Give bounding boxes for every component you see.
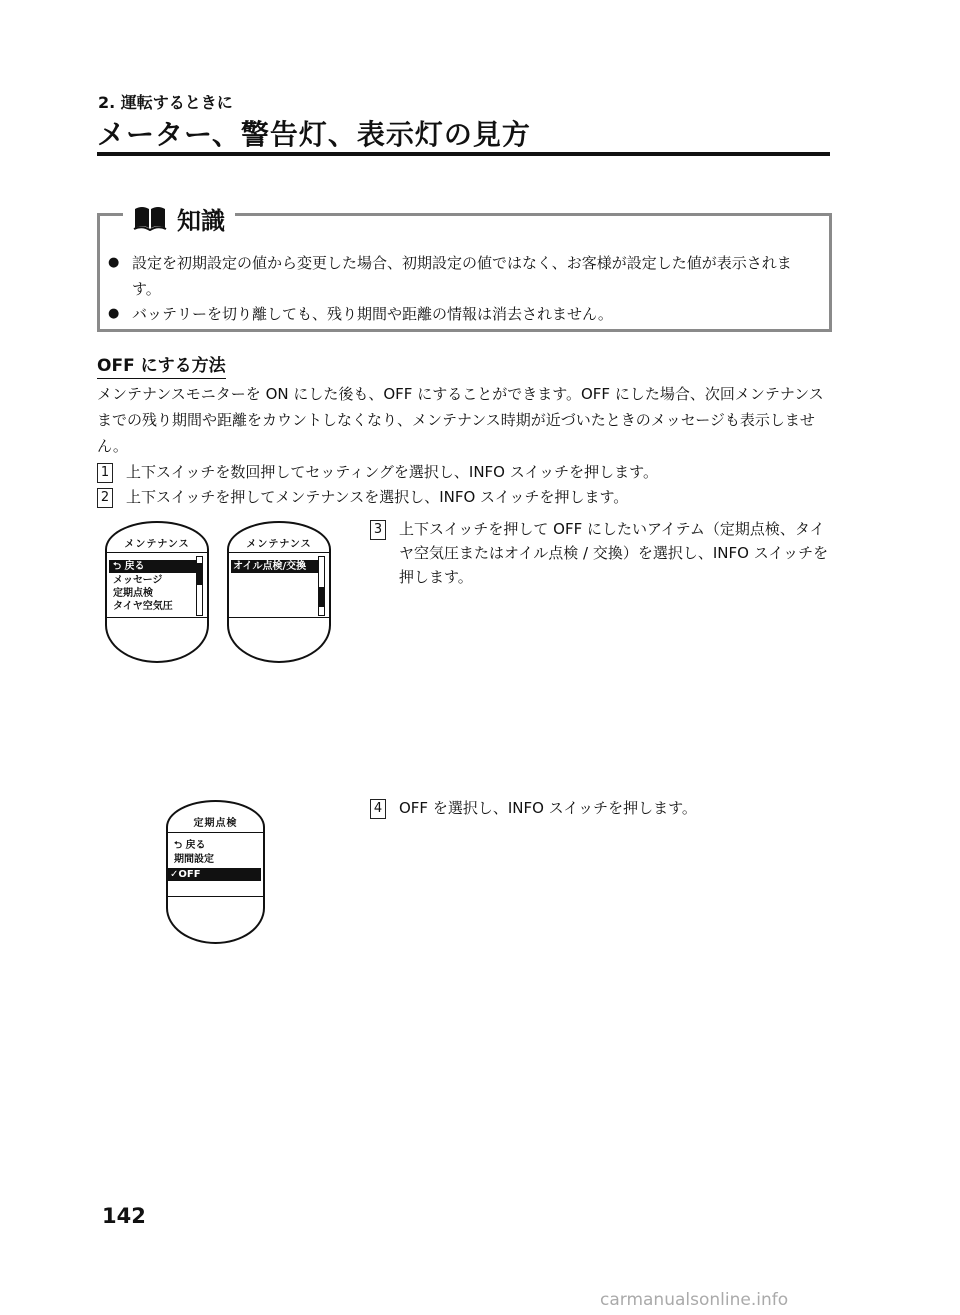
step-number: 3 xyxy=(370,520,386,540)
screen-menu-item-back: ⮌ 戻る xyxy=(174,840,206,851)
step-number: 2 xyxy=(97,488,113,508)
screen-divider xyxy=(229,552,329,553)
step-text: 上下スイッチを押して OFF にしたいアイテム（定期点検、タイヤ空気圧またはオイル点検 / 交換）を選択し、INFO スイッチを押します。 xyxy=(399,520,829,586)
screen-scrollbar xyxy=(318,556,325,616)
section-intro: メンテナンスモニターを ON にした後も、OFF にすることができます。OFF にした場合、次回メンテナンスまでの残り期間や距離をカウントしなくなり、メンテナンス時期が近づいたときのメッセージも表示しません。 xyxy=(97,385,824,455)
knowledge-note-heading: 知識 xyxy=(177,206,225,235)
book-icon xyxy=(133,205,167,231)
note-bullet-text: バッテリーを切り離しても、残り期間や距離の情報は消去されません。 xyxy=(132,305,613,323)
bullet-icon: ● xyxy=(108,255,120,270)
note-bullet-text: 設定を初期設定の値から変更した場合、初期設定の値ではなく、お客様が設定した値が表示されます。 xyxy=(132,254,792,298)
display-screen-maintenance-scrolled xyxy=(227,521,331,663)
screen-divider xyxy=(107,552,207,553)
scrollbar-thumb xyxy=(319,587,324,607)
screen-menu-item: 期間設定 xyxy=(174,854,214,865)
screen-divider xyxy=(168,832,263,833)
screen-menu-item-oil: オイル点検/交換 xyxy=(231,560,319,573)
screen-title: メンテナンス xyxy=(246,539,312,550)
screen-scrollbar xyxy=(196,556,203,616)
screen-divider xyxy=(229,617,329,618)
step-2 xyxy=(97,485,628,509)
section-heading: OFF にする方法 xyxy=(97,351,226,379)
screen-divider xyxy=(168,896,263,897)
screen-menu-item: 定期点検 xyxy=(113,588,153,599)
step-number: 4 xyxy=(370,799,386,819)
page-number: 142 xyxy=(102,1204,146,1228)
screen-divider xyxy=(107,617,207,618)
step-1 xyxy=(97,460,658,484)
title-divider xyxy=(97,152,830,156)
page-title: メーター、警告灯、表示灯の見方 xyxy=(97,118,531,151)
scrollbar-thumb xyxy=(197,563,202,585)
screen-menu-item-off: ✓OFF xyxy=(168,868,261,881)
screen-menu-item-back: ⮌ 戻る xyxy=(109,560,197,573)
step-number: 1 xyxy=(97,463,113,483)
bullet-icon: ● xyxy=(108,306,120,321)
screen-menu-item: メッセージ xyxy=(113,575,163,586)
step-text: OFF を選択し、INFO スイッチを押します。 xyxy=(399,799,697,817)
knowledge-note-header xyxy=(123,200,235,236)
watermark: carmanualsonline.info xyxy=(600,1290,789,1310)
note-bullet xyxy=(108,250,820,302)
screen-menu-item: タイヤ空気圧 xyxy=(113,601,173,612)
screen-title: 定期点検 xyxy=(193,818,238,829)
step-text: 上下スイッチを押してメンテナンスを選択し、INFO スイッチを押します。 xyxy=(126,488,629,506)
display-screen-maintenance xyxy=(105,521,209,663)
note-bullet xyxy=(108,301,820,327)
section-label: 2. 運転するときに xyxy=(98,93,233,112)
step-3 xyxy=(370,517,830,589)
display-screen-periodic-inspection xyxy=(166,800,265,944)
step-text: 上下スイッチを数回押してセッティングを選択し、INFO スイッチを押します。 xyxy=(126,463,658,481)
step-4 xyxy=(370,796,830,820)
screen-title: メンテナンス xyxy=(124,539,190,550)
